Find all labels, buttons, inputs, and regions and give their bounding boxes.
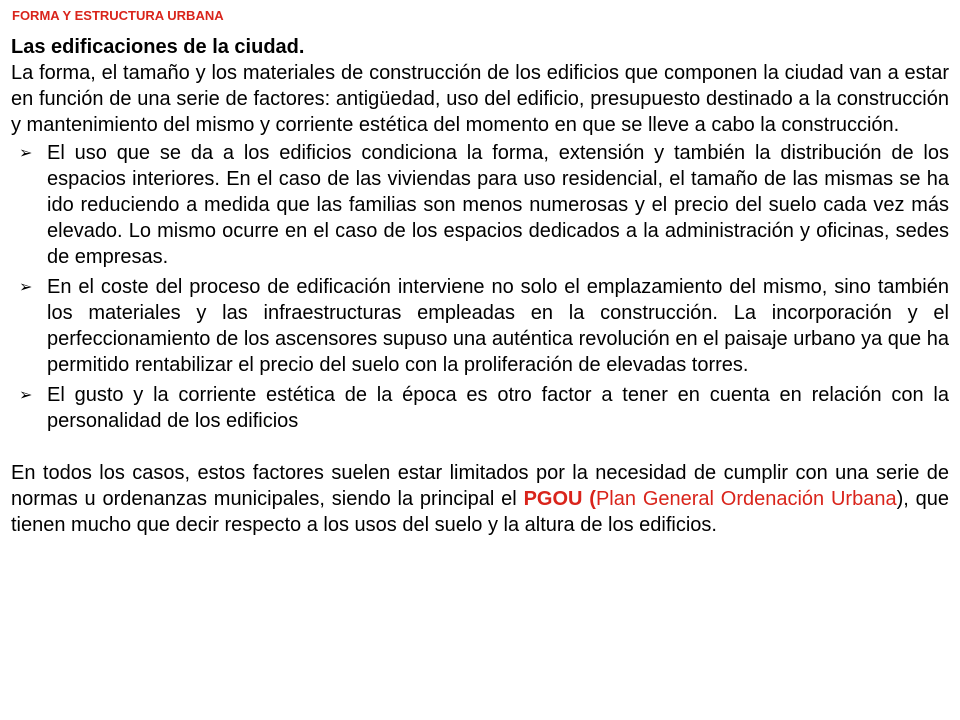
section-header: FORMA Y ESTRUCTURA URBANA <box>12 8 224 23</box>
factor-list <box>11 140 949 434</box>
list-item-text: El gusto y la corriente estética de la época es otro factor a tener en cuenta en relación con la personalidad de los edificios <box>47 384 949 432</box>
arrow-right-icon: ➢ <box>19 143 33 162</box>
intro-paragraph: La forma, el tamaño y los materiales de construcción de los edificios que componen la ciudad van a estar en función de una serie de factores: antigüedad, uso del edificio, presupuesto destinado a la construcción y mantenimiento del mismo y corriente estética del momento en que se lleve a cabo la construcción. <box>11 62 949 136</box>
slide-content <box>11 34 949 538</box>
arrow-right-icon: ➢ <box>19 277 33 296</box>
open-parenthesis: ( <box>582 488 596 510</box>
list-item <box>11 274 949 378</box>
pgou-expansion: Plan General Ordenación Urbana <box>595 488 897 510</box>
list-item-text: En el coste del proceso de edificación interviene no solo el emplazamiento del mismo, sino también los materiales y las infraestructuras empleadas en la construcción. La incorporación y el perfeccionamiento de los ascensores supuso una auténtica revolución en el paisaje urbano ya que ha permitido rentabilizar el precio del suelo con la proliferación de elevadas torres. <box>47 276 949 376</box>
slide-title: Las edificaciones de la ciudad. <box>11 36 305 58</box>
arrow-right-icon: ➢ <box>19 385 33 404</box>
pgou-acronym: PGOU <box>523 488 583 510</box>
list-item <box>11 382 949 434</box>
closing-paragraph <box>11 460 949 538</box>
closing-text-after: ), que tienen mucho que decir respecto a los usos del suelo y la altura de los edificios. <box>11 488 949 536</box>
list-item <box>11 140 949 270</box>
list-item-text: El uso que se da a los edificios condiciona la forma, extensión y también la distribución de los espacios interiores. En el caso de las viviendas para uso residencial, el tamaño de las mismas se ha ido reduciendo a medida que las familias son menos numerosas y el precio del suelo cada vez más elevado. Lo mismo ocurre en el caso de los espacios dedicados a la administración y oficinas, sedes de empresas. <box>47 142 949 268</box>
closing-text-before: En todos los casos, estos factores suelen estar limitados por la necesidad de cumplir con una serie de normas u ordenanzas municipales, siendo la principal el <box>11 462 949 510</box>
